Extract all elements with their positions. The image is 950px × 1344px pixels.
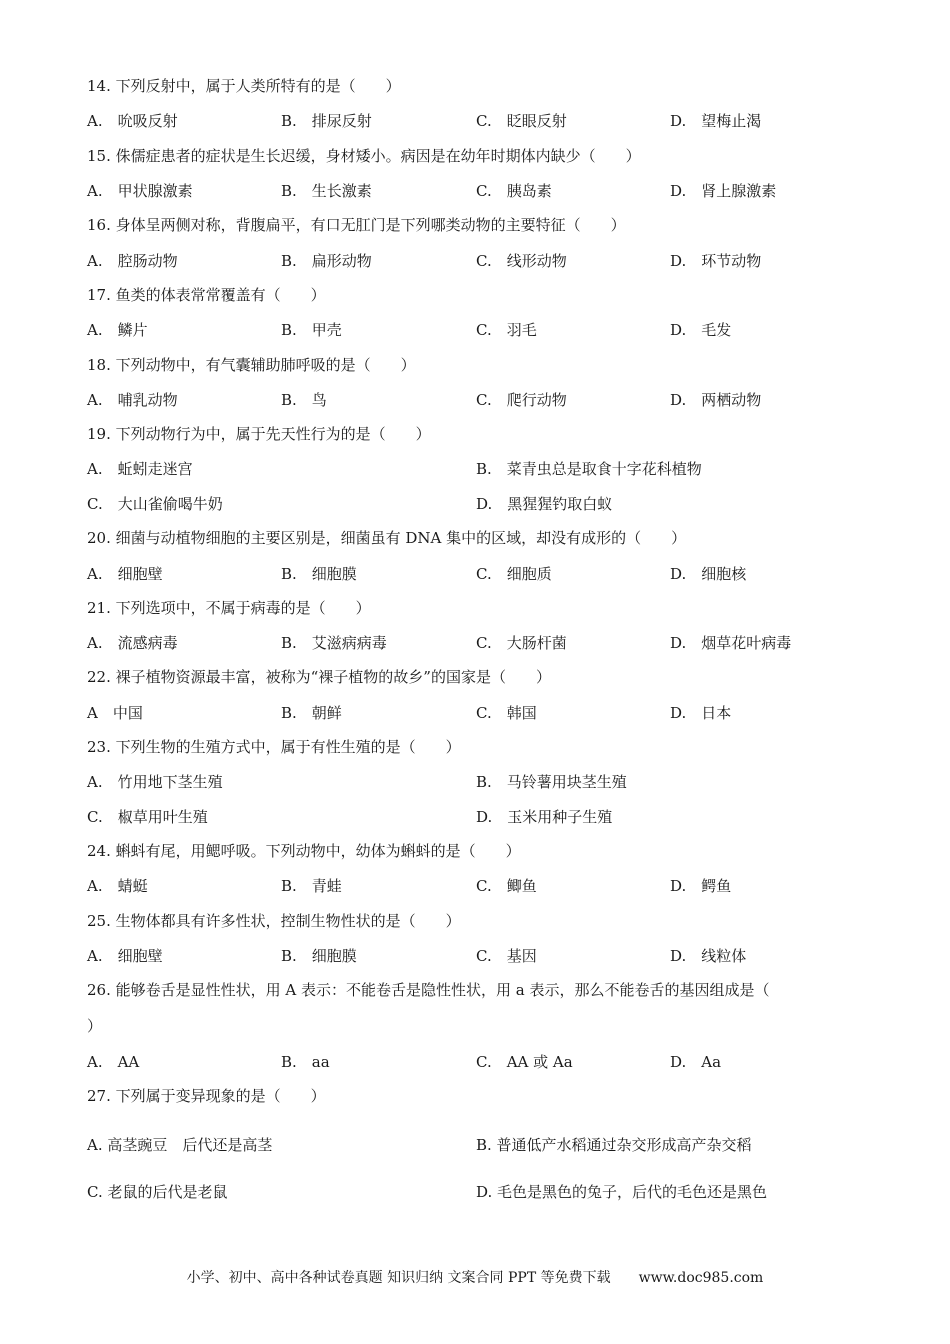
q14-option-a: A. 吮吸反射 [87, 112, 178, 130]
question-14-stem: 14. 下列反射中，属于人类所特有的是（ ） [87, 77, 401, 95]
page-footer: 小学、初中、高中各种试卷真题 知识归纳 文案合同 PPT 等免费下载 www.doc985.com [186, 1270, 764, 1286]
q23-option-d: D. 玉米用种子生殖 [476, 808, 613, 826]
question-16-stem: 16. 身体呈两侧对称，背腹扁平，有口无肛门是下列哪类动物的主要特征（ ） [87, 216, 626, 234]
q25-option-b: B. 细胞膜 [281, 947, 357, 965]
q21-option-d: D. 烟草花叶病毒 [670, 634, 792, 652]
q15-option-a: A. 甲状腺激素 [87, 182, 193, 200]
q16-option-a: A. 腔肠动物 [87, 252, 178, 270]
q16-option-b: B. 扁形动物 [281, 252, 372, 270]
q23-option-a: A. 竹用地下茎生殖 [87, 773, 223, 791]
q17-option-d: D. 毛发 [670, 321, 732, 339]
q14-option-b: B. 排尿反射 [281, 112, 372, 130]
q16-option-d: D. 环节动物 [670, 252, 762, 270]
q23-option-b: B. 马铃薯用块茎生殖 [476, 773, 627, 791]
q26-option-d: D. Aa [670, 1053, 722, 1071]
question-23-stem: 23. 下列生物的生殖方式中，属于有性生殖的是（ ） [87, 738, 461, 756]
q26-option-b: B. aa [281, 1053, 330, 1071]
q24-option-b: B. 青蛙 [281, 877, 342, 895]
q22-option-d: D. 日本 [670, 704, 732, 722]
q20-option-b: B. 细胞膜 [281, 565, 357, 583]
q27-option-b: B. 普通低产水稻通过杂交形成高产杂交稻 [476, 1136, 752, 1154]
question-21-stem: 21. 下列选项中，不属于病毒的是（ ） [87, 599, 371, 617]
question-26-stem-continuation: ） [87, 1017, 103, 1035]
q21-option-c: C. 大肠杆菌 [476, 634, 567, 652]
q17-option-b: B. 甲壳 [281, 321, 342, 339]
q19-option-c: C. 大山雀偷喝牛奶 [87, 495, 223, 513]
q18-option-a: A. 哺乳动物 [87, 391, 178, 409]
question-25-stem: 25. 生物体都具有许多性状，控制生物性状的是（ ） [87, 912, 461, 930]
q20-option-d: D. 细胞核 [670, 565, 747, 583]
q21-option-a: A. 流感病毒 [87, 634, 178, 652]
question-19-stem: 19. 下列动物行为中，属于先天性行为的是（ ） [87, 425, 431, 443]
q19-option-b: B. 菜青虫总是取食十字花科植物 [476, 460, 702, 478]
q20-option-c: C. 细胞质 [476, 565, 552, 583]
q15-option-d: D. 肾上腺激素 [670, 182, 777, 200]
q25-option-a: A. 细胞壁 [87, 947, 163, 965]
q26-option-a: A. AA [87, 1053, 140, 1071]
q24-option-a: A. 蜻蜓 [87, 877, 148, 895]
q27-option-d: D. 毛色是黑色的兔子，后代的毛色还是黑色 [476, 1183, 768, 1201]
q26-option-c: C. AA 或 Aa [476, 1053, 573, 1071]
q16-option-c: C. 线形动物 [476, 252, 567, 270]
q19-option-d: D. 黑猩猩钓取白蚁 [476, 495, 613, 513]
question-27-stem: 27. 下列属于变异现象的是（ ） [87, 1087, 326, 1105]
q25-option-c: C. 基因 [476, 947, 537, 965]
q18-option-b: B. 鸟 [281, 391, 327, 409]
question-18-stem: 18. 下列动物中，有气囊辅助肺呼吸的是（ ） [87, 356, 416, 374]
q20-option-a: A. 细胞壁 [87, 565, 163, 583]
q18-option-d: D. 两栖动物 [670, 391, 762, 409]
q21-option-b: B. 艾滋病病毒 [281, 634, 387, 652]
q14-option-d: D. 望梅止渴 [670, 112, 762, 130]
question-17-stem: 17. 鱼类的体表常常覆盖有（ ） [87, 286, 326, 304]
question-22-stem: 22. 裸子植物资源最丰富，被称为“裸子植物的故乡”的国家是（ ） [87, 668, 551, 686]
q15-option-b: B. 生长激素 [281, 182, 372, 200]
q14-option-c: C. 眨眼反射 [476, 112, 567, 130]
q27-option-a: A. 高茎豌豆 后代还是高茎 [87, 1136, 273, 1154]
q19-option-a: A. 蚯蚓走迷宫 [87, 460, 193, 478]
q18-option-c: C. 爬行动物 [476, 391, 567, 409]
q22-option-c: C. 韩国 [476, 704, 537, 722]
q22-option-b: B. 朝鲜 [281, 704, 342, 722]
q15-option-c: C. 胰岛素 [476, 182, 552, 200]
question-20-stem: 20. 细菌与动植物细胞的主要区别是，细菌虽有 DNA 集中的区域，却没有成形的（ ） [87, 529, 687, 547]
q24-option-c: C. 鲫鱼 [476, 877, 537, 895]
q25-option-d: D. 线粒体 [670, 947, 747, 965]
q27-option-c: C. 老鼠的后代是老鼠 [87, 1183, 228, 1201]
question-24-stem: 24. 蝌蚪有尾，用鳃呼吸。下列动物中，幼体为蝌蚪的是（ ） [87, 842, 521, 860]
q17-option-c: C. 羽毛 [476, 321, 537, 339]
q24-option-d: D. 鳄鱼 [670, 877, 732, 895]
question-26-stem: 26. 能够卷舌是显性性状，用 A 表示：不能卷舌是隐性性状，用 a 表示，那么不能卷舌的基因组成是（ [87, 981, 770, 999]
q22-option-a: A 中国 [87, 704, 143, 722]
question-15-stem: 15. 侏儒症患者的症状是生长迟缓，身材矮小。病因是在幼年时期体内缺少（ ） [87, 147, 641, 165]
q23-option-c: C. 椒草用叶生殖 [87, 808, 208, 826]
q17-option-a: A. 鳞片 [87, 321, 148, 339]
